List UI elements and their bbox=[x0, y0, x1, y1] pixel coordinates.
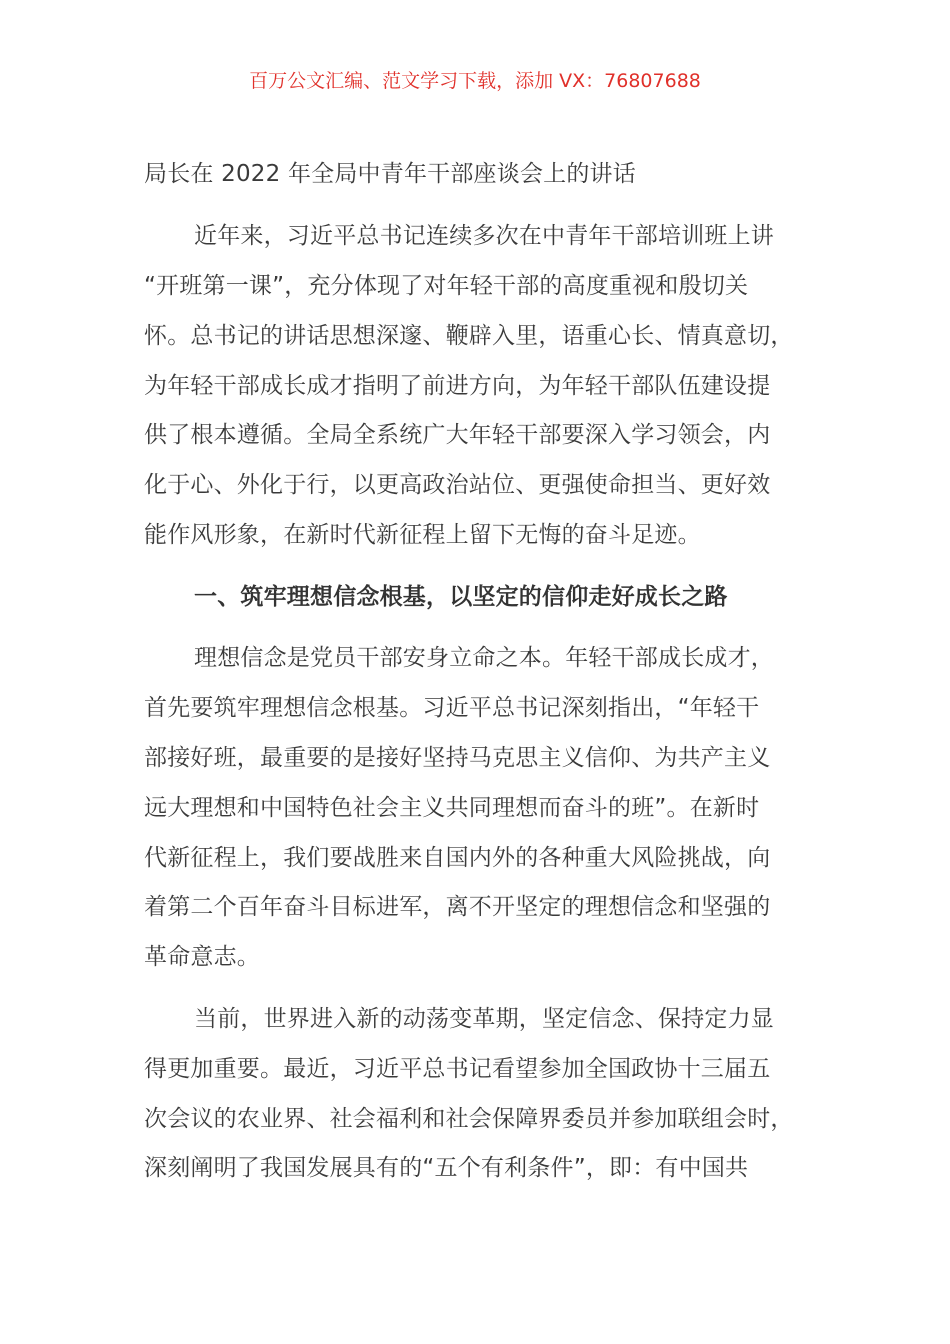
text-line: 供了根本遵循。全局全系统广大年轻干部要深入学习领会，内 bbox=[144, 422, 771, 448]
document-title: 局长在 2022 年全局中青年干部座谈会上的讲话 bbox=[144, 161, 636, 187]
text-line: 化于心、外化于行，以更高政治站位、更强使命担当、更好效 bbox=[144, 472, 771, 498]
text-line: 当前，世界进入新的动荡变革期，坚定信念、保持定力显 bbox=[194, 1006, 774, 1032]
text-line: 次会议的农业界、社会福利和社会保障界委员并参加联组会时， bbox=[144, 1106, 794, 1132]
text-line: 革命意志。 bbox=[144, 944, 260, 970]
text-line: 近年来，习近平总书记连续多次在中青年干部培训班上讲 bbox=[194, 223, 774, 249]
section-heading: 一、筑牢理想信念根基，以坚定的信仰走好成长之路 bbox=[194, 584, 728, 610]
text-line: 深刻阐明了我国发展具有的“五个有利条件”，即：有中国共 bbox=[144, 1155, 749, 1181]
header-banner: 百万公文汇编、范文学习下载，添加 VX：76807688 bbox=[249, 70, 701, 92]
text-line: 部接好班，最重要的是接好坚持马克思主义信仰、为共产主义 bbox=[144, 745, 771, 771]
text-line: 首先要筑牢理想信念根基。习近平总书记深刻指出，“年轻干 bbox=[144, 695, 760, 721]
text-line: “开班第一课”，充分体现了对年轻干部的高度重视和殷切关 bbox=[144, 273, 749, 299]
text-line: 得更加重要。最近，习近平总书记看望参加全国政协十三届五 bbox=[144, 1056, 771, 1082]
text-line: 代新征程上，我们要战胜来自国内外的各种重大风险挑战，向 bbox=[144, 845, 771, 871]
text-line: 怀。总书记的讲话思想深邃、鞭辟入里，语重心长、情真意切， bbox=[144, 323, 794, 349]
text-line: 着第二个百年奋斗目标进军，离不开坚定的理想信念和坚强的 bbox=[144, 894, 771, 920]
text-line: 远大理想和中国特色社会主义共同理想而奋斗的班”。在新时 bbox=[144, 795, 760, 821]
text-line: 能作风形象，在新时代新征程上留下无悔的奋斗足迹。 bbox=[144, 522, 701, 548]
text-line: 理想信念是党员干部安身立命之本。年轻干部成长成才， bbox=[194, 645, 774, 671]
text-line: 为年轻干部成长成才指明了前进方向，为年轻干部队伍建设提 bbox=[144, 373, 771, 399]
